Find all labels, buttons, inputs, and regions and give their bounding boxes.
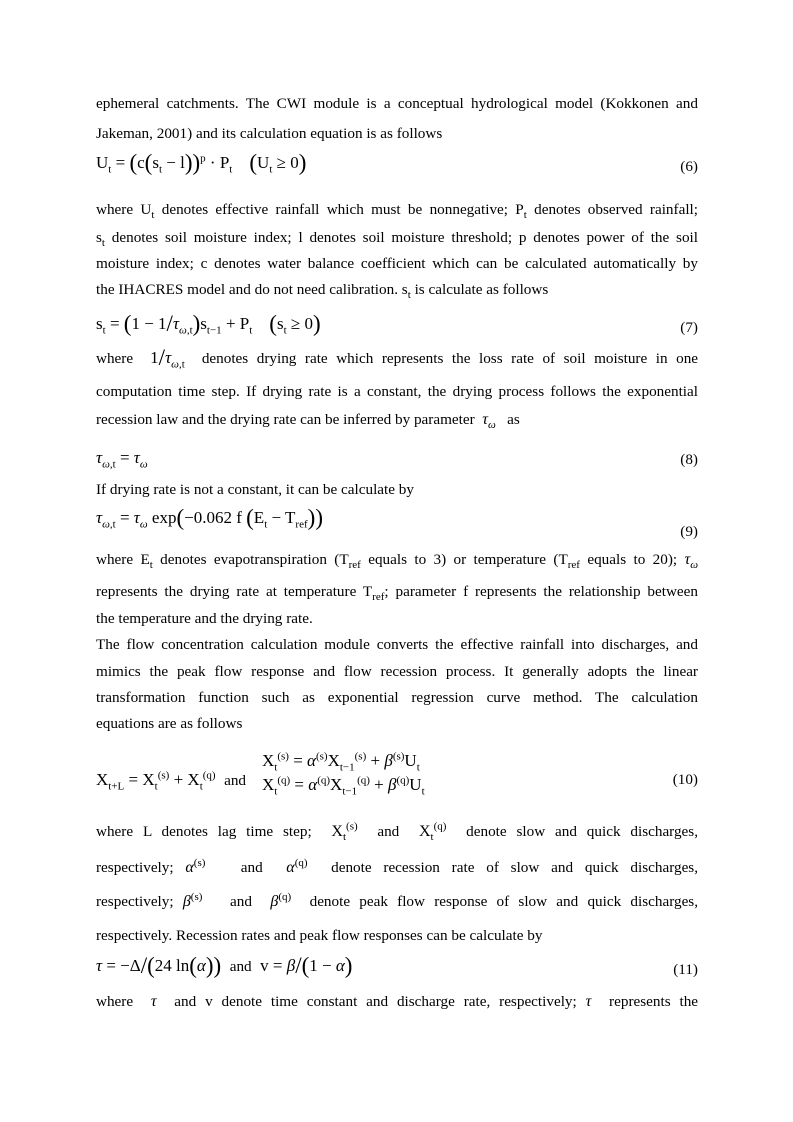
equation-11: τ = −Δ/(24 ln(α)) and v = β/(1 − α) (11) [96, 953, 698, 980]
equation-6: $U_t = (c(s_t - l))^p \cdot P_t$ $(U_t \ge 0)$ (6) [96, 150, 698, 176]
text-line: ephemeral catchments. The CWI module is a conceptual hydrological model (Kokkonen and [96, 95, 698, 112]
text-line: computation time step. If drying rate is a constant, the drying process follows the exponential [96, 383, 698, 400]
text-line: where $1/\tau_{\omega,t}$ denotes drying rate which represents the loss rate of soil moisture in one [96, 345, 699, 371]
text-line: respectively; $\alpha^{(s)}$ and $\alpha^{(q)}$ denote recession rate of slow and quick discharges, [96, 856, 699, 876]
text-line: The flow concentration calculation module converts the effective rainfall into discharges, and [96, 636, 698, 653]
equation-number: (7) [680, 319, 698, 336]
text-line: where L denotes lag time step; $X_t^{(s)}$ and $X_t^{(q)}$ denote slow and quick discharges, [96, 820, 699, 844]
text-line: respectively. Recession rates and peak flow responses can be calculate by [96, 927, 543, 944]
equation-7: $s_t = (1 - 1/\tau_{\omega,t})s_{t-1} + P_t$ $(s_t \ge 0)$ (7) [96, 311, 698, 337]
text-line: represents the drying rate at temperature $T_{ref}$; parameter f represents the relationship between [96, 583, 699, 604]
equation-number: (8) [680, 451, 698, 468]
equation-9: $\tau_{\omega,t} = \tau_\omega$ exp(−0.062 f $(E_t - T_{ref})$) (9) [96, 505, 698, 531]
equation-number: (9) [680, 523, 698, 540]
text-line: the IHACRES model and do not need calibration. $s_t$ is calculate as follows [96, 281, 549, 302]
equation-number: (10) [672, 771, 698, 788]
equation-number: (11) [673, 961, 698, 978]
equation-10: $X_{t+L} = X_t^{(s)} + X_t^{(q)}$ and $X_t^{(s)} = \alpha^{(s)}X_{t-1}^{(s)} + \beta^{(s)}U_t$ $X_t^{(q)} = \alpha^{(q)}X_{t-1}^{(q)} + \beta^{(q)}U_t$ (10) [96, 750, 698, 798]
text-line: recession law and the drying rate can be inferred by parameter $\tau_\omega$ as [96, 411, 520, 432]
equation-number: (6) [680, 158, 698, 175]
text-line: transformation function such as exponential regression curve method. The calculation [96, 689, 698, 706]
text-line: $s_t$ denotes soil moisture index; l denotes soil moisture threshold; p denotes power of the soil [96, 229, 698, 250]
text-line: respectively; $\beta^{(s)}$ and $\beta^{(q)}$ denote peak flow response of slow and quick discharges, [96, 890, 699, 910]
text-line: mimics the peak flow response and flow recession process. It generally adopts the linear [96, 663, 698, 680]
text-line: the temperature and the drying rate. [96, 610, 313, 627]
text-line: Jakeman, 2001) and its calculation equation is as follows [96, 125, 443, 142]
text-line: where τ and v denote time constant and discharge rate, respectively; τ represents the [96, 993, 699, 1010]
text-line: If drying rate is not a constant, it can be calculate by [96, 481, 414, 498]
text-line: moisture index; c denotes water balance coefficient which can be calculated automatically by [96, 255, 698, 272]
text-line: where $E_t$ denotes evapotranspiration ($T_{ref}$ equals to 3) or temperature ($T_{ref}$ equals to 20); $\tau_\omega$ [96, 551, 698, 572]
text-line: where $U_t$ denotes effective rainfall which must be nonnegative; $P_t$ denotes observed rainfall; [96, 201, 698, 222]
text-line: equations are as follows [96, 715, 243, 732]
equation-8: $\tau_{\omega,t} = \tau_\omega$ (8) [96, 445, 698, 471]
